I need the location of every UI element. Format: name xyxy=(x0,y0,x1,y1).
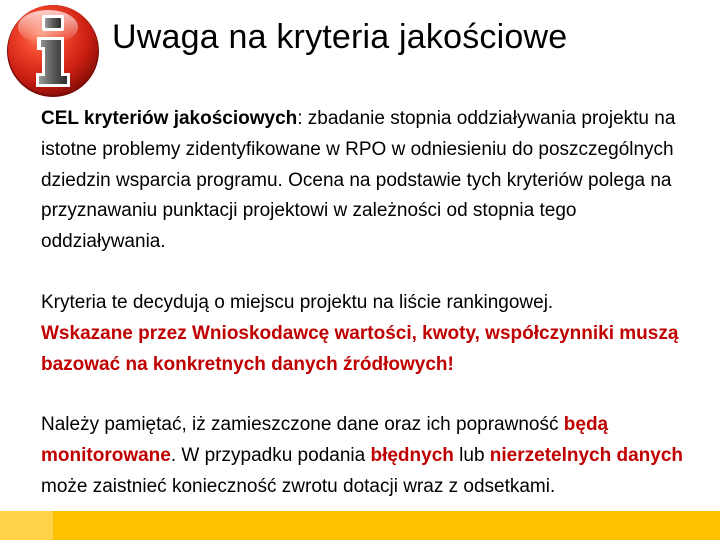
unreliable-data-emphasis: nierzetelnych danych xyxy=(489,445,684,467)
footer-square xyxy=(0,511,53,540)
slide-body xyxy=(41,104,701,503)
ranking-text: Kryteria te decydują o miejscu projektu na liście rankingowej. xyxy=(41,291,554,313)
info-icon xyxy=(4,1,102,99)
monitoring-text-1: Należy pamiętać, iż zamieszczone dane oraz ich poprawność xyxy=(41,414,564,436)
monitoring-text-4: może zaistnieć konieczność zwrotu dotacji wraz z odsetkami. xyxy=(41,475,556,497)
monitoring-text-3: lub xyxy=(453,445,490,467)
footer-bar xyxy=(0,511,720,540)
incorrect-emphasis: błędnych xyxy=(370,445,454,467)
paragraph-goal xyxy=(41,104,701,258)
slide-title: Uwaga na kryteria jakościowe xyxy=(112,18,568,56)
monitoring-text-2: . W przypadku podania xyxy=(170,445,371,467)
goal-text: : zbadanie stopnia oddziaływania projektu na istotne problemy zidentyfikowane w RPO w odniesieniu do poszczególnych dziedzin wsparcia programu. Ocena na podstawie tych kryteriów polega na przyznawaniu punktacji projektowi w zależności od stopnia tego oddziaływania. xyxy=(41,108,676,253)
monitoring-emphasis: będą monitorowane xyxy=(41,414,609,467)
paragraph-ranking xyxy=(41,288,701,380)
source-data-warning: Wskazane przez Wnioskodawcę wartości, kwoty, współczynniki muszą bazować na konkretnych danych źródłowych! xyxy=(41,322,679,375)
paragraph-monitoring xyxy=(41,410,701,502)
goal-heading: CEL kryteriów jakościowych xyxy=(41,108,298,129)
